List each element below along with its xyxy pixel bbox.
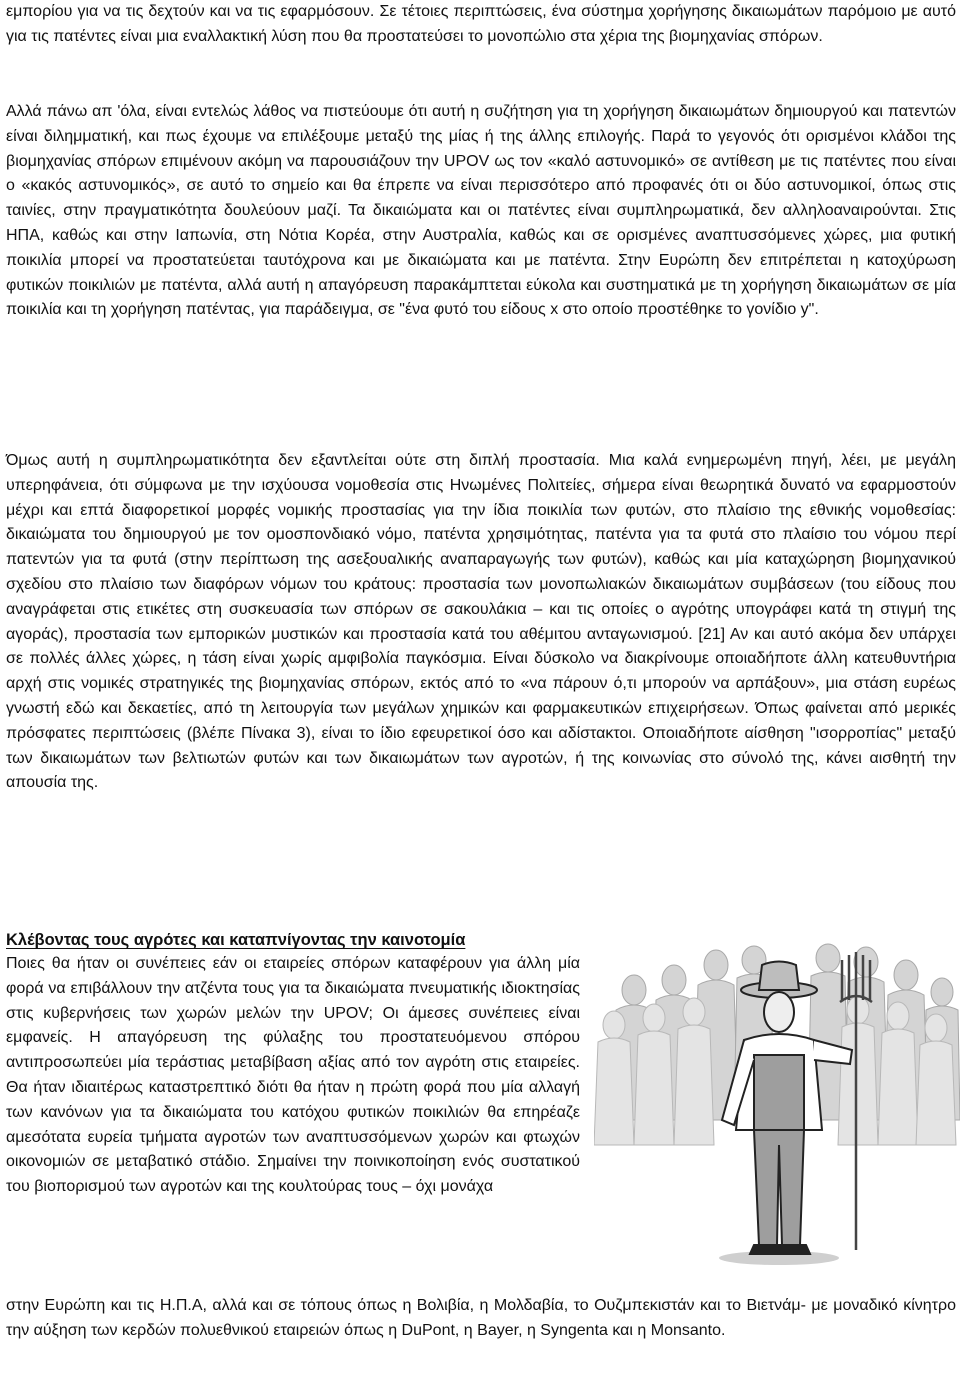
paragraph-intro: εμπορίου για να τις δεχτούν και να τις εφαρμόσουν. Σε τέτοιες περιπτώσεις, ένα σύστημα χορήγησης δικαιωμάτων παρόμοιο με αυτό για τις πατέντες είναι μια εναλλακτική λύση που θα προστατεύσει το μονοπώλιο στα χέρια της βιομηχανίας σπόρων.: [6, 3, 956, 45]
paragraph-multinationals: στην Ευρώπη και τις Η.Π.Α, αλλά και σε τόπους όπως η Βολιβία, η Μολδαβία, το Ουζμπεκιστάν και το Βιετνάμ- με μοναδικό κίνητρο την αύξηση των κερδών πολυεθνικού εταιρειών όπως η DuPont, η Bayer, η Syngenta και η Monsanto.: [6, 1297, 956, 1339]
paragraph-consequences: Ποιες θα ήταν οι συνέπειες εάν οι εταιρείες σπόρων καταφέρουν για άλλη μία φορά να επιβάλλουν την ατζέντα τους για τα δικαιώματα πνευματικής ιδιοκτησίας στις κυβερνήσεις των χωρών μελών την UPOV; Οι άμεσες συνέπειες είναι εμφανείς. Η απαγόρευση της φύλαξης του προστατευόμενου σπόρου αντιπροσωπεύει μία τεράστιας μεταβίβαση αξίας από τον αγρότη στις εταιρείες. Θα ήταν ιδιαιτέρως καταστρεπτικό διότι θα ήταν η πρώτη φορά που μία αλλαγή των κανόνων για τα δικαιώματα του κατόχου φυτικών ποικιλιών θα επηρέαζε αμεσότατα ευρεία τμήματα αγροτών των αναπτυσσόμενων χωρών και φτωχών οικονομιών σε μεταβατικό στάδιο. Σημαίνει την ποινικοποίηση ενός συστατικού του βιοπορισμού των αγροτών και της κουλτούρας τους – όχι μονάχα: [6, 955, 580, 1196]
paragraph-us-protection: Όμως αυτή η συμπληρωματικότητα δεν εξαντλείται ούτε στη διπλή προστασία. Μια καλά ενημερωμένη πηγή, λέει, με μεγάλη υπερηφάνεια, ότι σύμφωνα με την ισχύουσα νομοθεσία στις Ηνωμένες Πολιτείες, σήμερα είναι θεωρητικά δυνατό να εφαρμοστούν μέχρι και επτά διαφορετικοί μορφές νομικής προστασίας για την ίδια ποικιλία των φυτών, στο πλαίσιο της εθνικής νομοθεσίας: δικαιώματα του δημιουργού με τον ομοσπονδιακό νόμο, πατέντα χρησιμότητας, πατέντα για τα φυτά στο πλαίσιο του νόμου περί πατεντών για τα φυτά (στην περίπτωση της ασεξουαλικής αναπαραγωγής των φυτών), καθώς και μία καταχώρηση βιομηχανικού σχεδίου στο πλαίσιο των διαφόρων νόμων του κράτους: προστασία των μονοπωλιακών δικαιωμάτων συμβάσεων (του είδους που αναγράφεται στις ετικέτες στη συσκευασία των σπόρων σε σακουλάκια – και τις οποίες ο αγρότης υπογράφει κατά τη στιγμή της αγοράς), προστασία των εμπορικών μυστικών και προστασία κατά του αθέμιτου ανταγωνισμού. [21] Αν και αυτό ακόμα δεν υπάρχει σε πολλές άλλες χώρες, η τάση είναι χωρίς αμφιβολία παγκόσμια. Είναι δύσκολο να διακρίνουμε οποιαδήποτε άλλη κατευθυντήρια αρχή στις νομικές στρατηγικές της βιομηχανίας σπόρων, εκτός από το «να πάρουν ό,τι μπορούν να αρπάξουν», μια στάση ευρέως γνωστή εδώ και δεκαετίες, από τη λειτουργία των μεγάλων χημικών και φαρμακευτικών επιχειρήσεων. Όπως φαίνεται από μερικές πρόσφατες περιπτώσεις (βλέπε Πίνακα 3), είναι το ίδιο εφευρετικοί όσο και αδίστακτοι. Οποιαδήποτε αίσθηση "ισορροπίας" μεταξύ των δικαιωμάτων των βελτιωτών φυτών και των δικαιωμάτων των αγροτών, ή της κοινωνίας στο σύνολό της, κάνει αισθητή την απουσία της.: [6, 452, 956, 792]
farmer-illustration: [594, 930, 960, 1270]
section-heading: Κλέβοντας τους αγρότες και καταπνίγοντας την καινοτομία: [6, 931, 466, 949]
paragraph-complementarity: Αλλά πάνω απ 'όλα, είναι εντελώς λάθος να πιστεύουμε ότι αυτή η συζήτηση για τη χορήγηση δικαιωμάτων δημιουργού και πατεντών είναι διλημματική, και πως έχουμε να επιλέξουμε μεταξύ της μίας ή της άλλης επιλογής. Παρά το γεγονός ότι ορισμένοι κλάδοι της βιομηχανίας σπόρων επιμένουν ακόμη να παρουσιάζουν την UPOV ως τον «καλό αστυνομικό» σε αντίθεση με τις πατέντες που είναι ο «κακός αστυνομικός», σε αυτό το σημείο και θα έπρεπε να είναι περισσότερο από προφανές ότι οι δύο αστυνομικοί, όπως στις ταινίες, στην πραγματικότητα δουλεύουν μαζί. Τα δικαιώματα και οι πατέντες είναι συμπληρωματικά, δεν αλληλοαναιρούνται. Στις ΗΠΑ, καθώς και στην Ιαπωνία, στη Νότια Κορέα, στην Αυστραλία, καθώς και σε ορισμένες αναπτυσσόμενες χώρες, μια φυτική ποικιλία μπορεί να προστατεύεται ταυτόχρονα και με δικαιώματα και με πατέντα. Στην Ευρώπη δεν επιτρέπεται η κατοχύρωση φυτικών ποικιλιών με πατέντα, αλλά αυτή η απαγόρευση παρακάμπτεται εύκολα και συστηματικά με τη χορήγηση δικαιωμάτων σε μία ποικιλία και τη χορήγηση πατέντας, για παράδειγμα, σε "ένα φυτό του είδους x στο οποίο προστέθηκε το γονίδιο y".: [6, 103, 956, 319]
